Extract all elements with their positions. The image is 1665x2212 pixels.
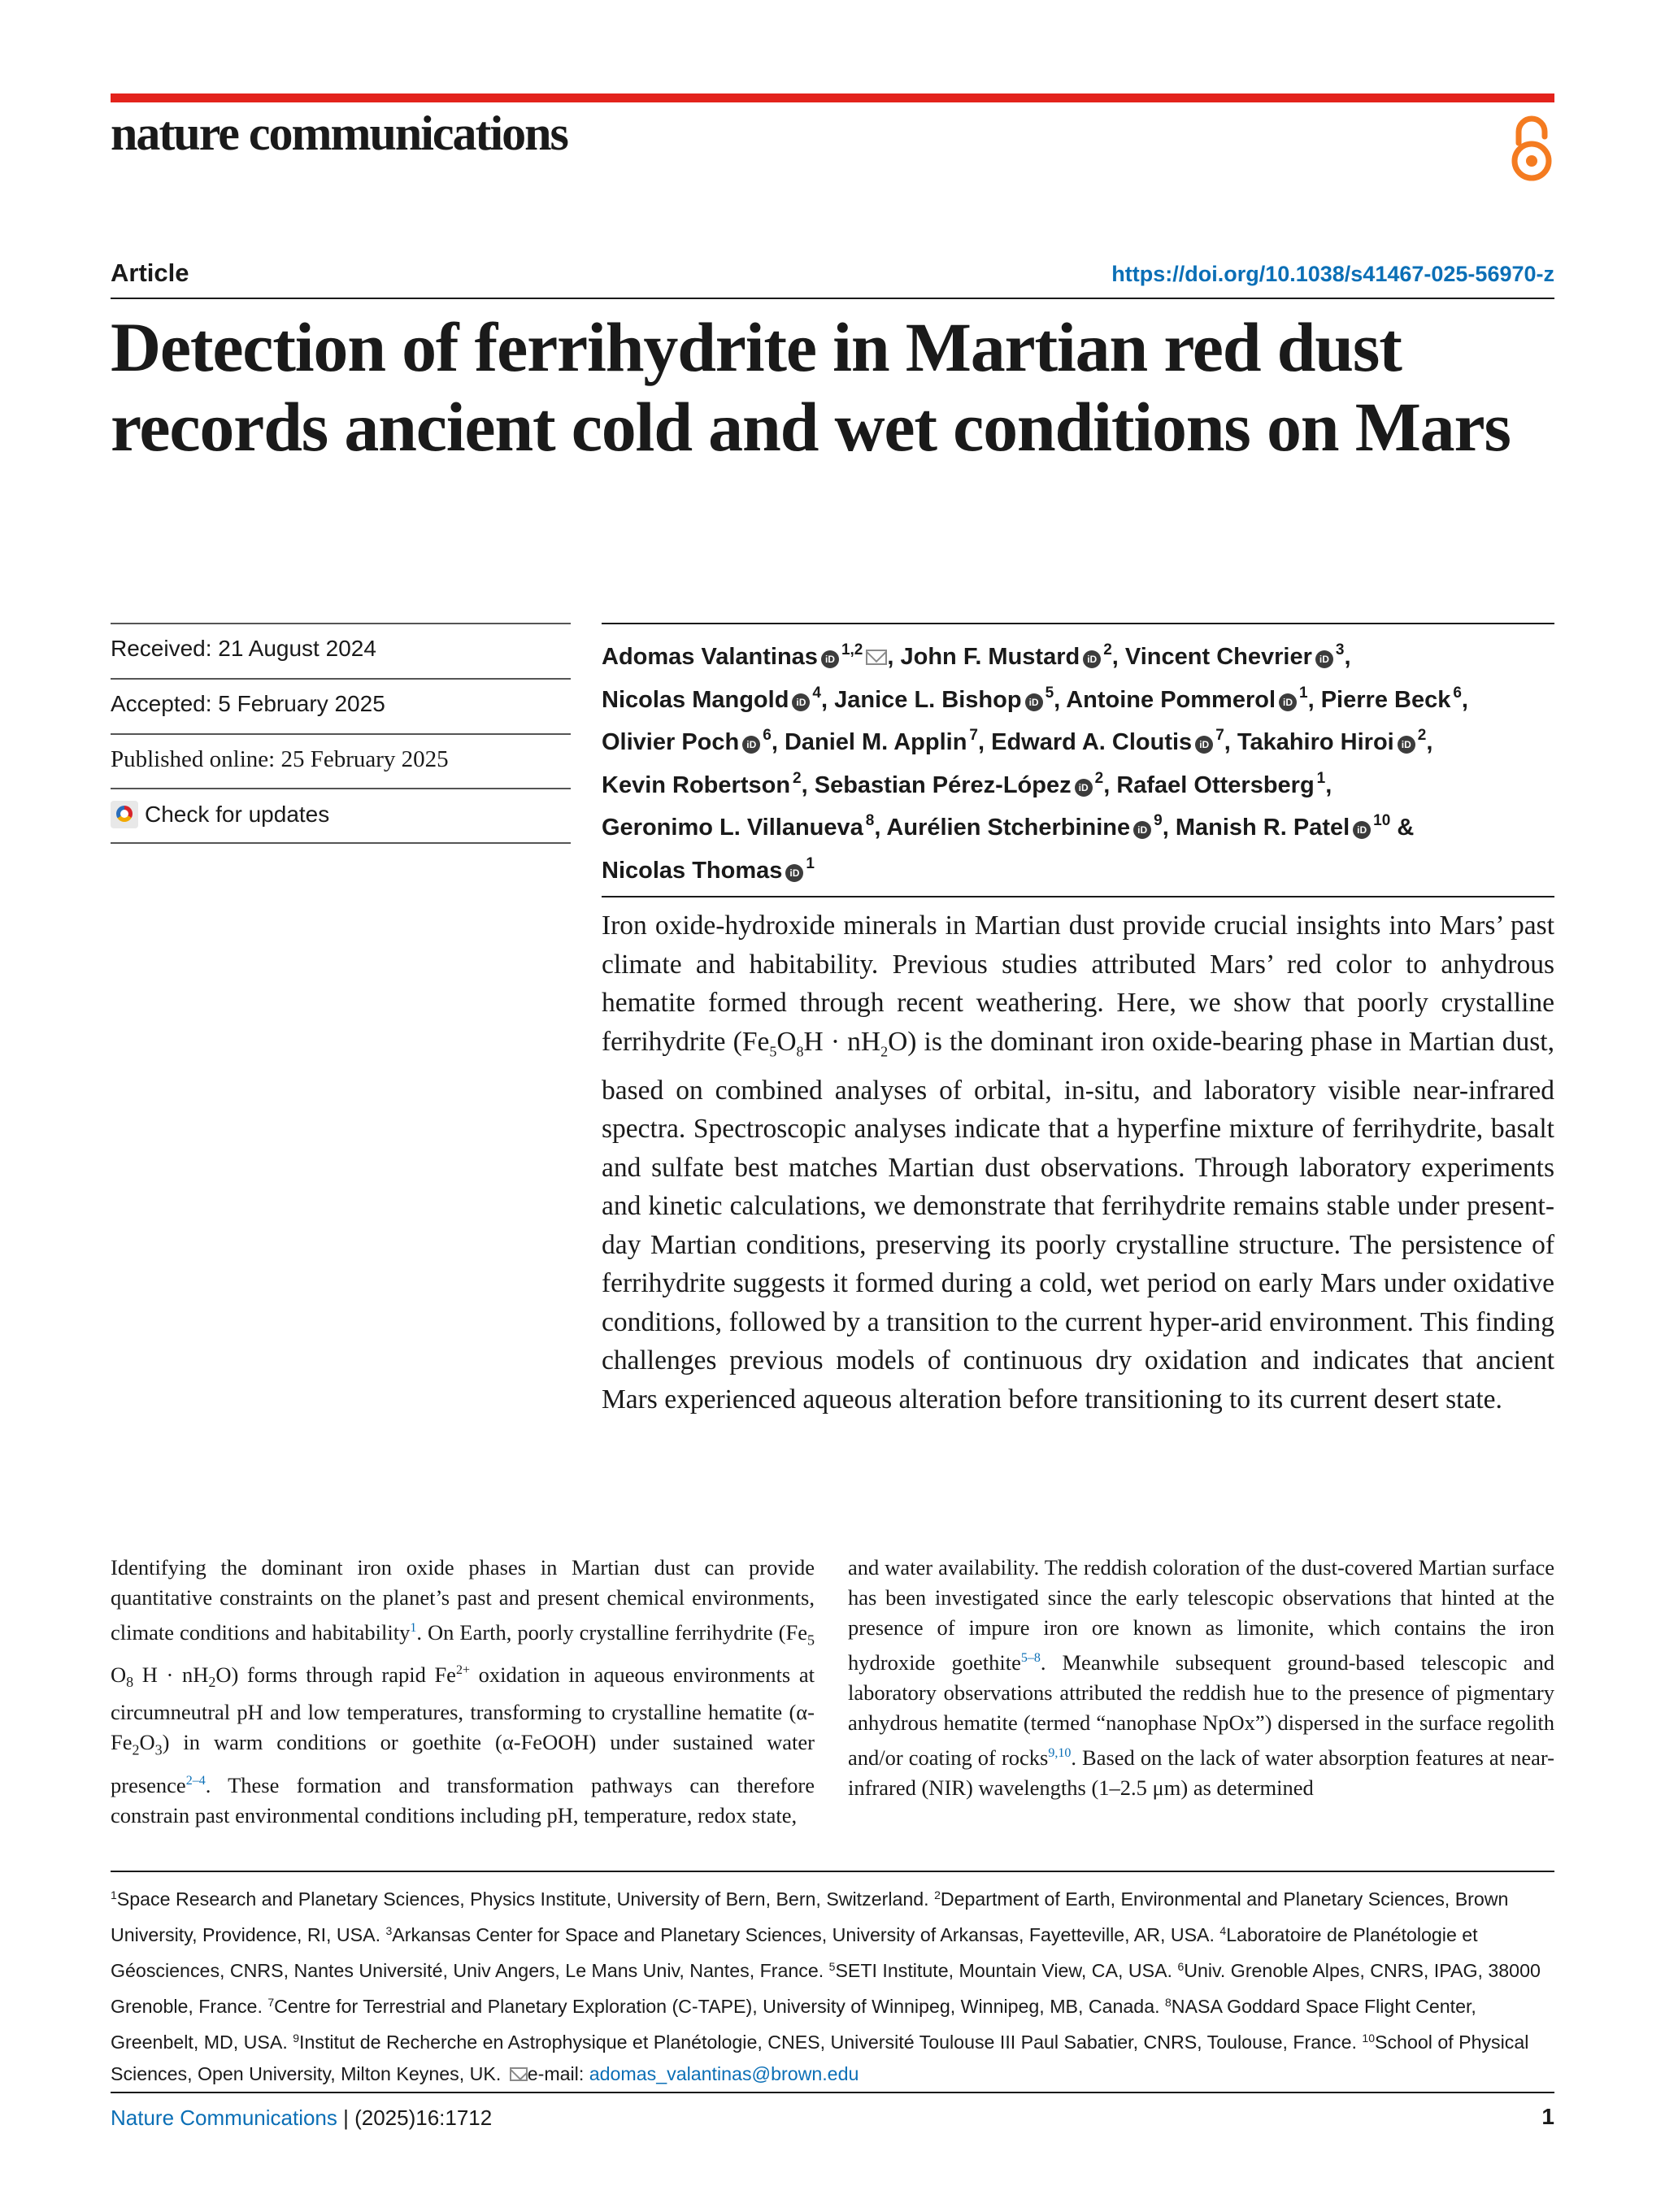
author: Edward A. Cloutis iD$^7$, — [991, 727, 1231, 755]
orcid-icon[interactable]: iD — [1315, 650, 1333, 668]
author-affiliation-number: 1 — [1299, 684, 1308, 702]
orcid-icon[interactable]: iD — [821, 650, 839, 668]
author-affiliation-number: 1 — [806, 854, 815, 872]
author-affiliation-number: 4 — [812, 684, 821, 702]
author-affiliation-number: 10 — [1373, 812, 1391, 829]
meta-divider — [111, 788, 571, 789]
affiliation-number: 2 — [934, 1888, 941, 1901]
affiliation-number: 7 — [267, 1996, 275, 2009]
reference-link[interactable]: 5–8 — [1020, 1651, 1041, 1665]
author-name[interactable]: Antoine Pommerol — [1066, 686, 1276, 713]
author: Nicolas Mangold iD$^4$, — [602, 684, 828, 713]
affiliation-text: Centre for Terrestrial and Planetary Exploration (C-TAPE), University of Winnipeg, Winnipeg, MB, Canada. — [274, 1996, 1165, 2017]
author-name[interactable]: John F. Mustard — [900, 644, 1080, 670]
affiliation-number: 6 — [1177, 1960, 1185, 1973]
author: Adomas Valantinas iD$^{1,2}$ , — [602, 641, 894, 670]
author: Daniel M. Applin $^7$, — [784, 727, 985, 755]
affiliation-number: 3 — [385, 1924, 393, 1937]
author-name[interactable]: Nicolas Thomas — [602, 857, 783, 884]
header-red-bar — [111, 93, 1554, 102]
author-name[interactable]: Olivier Poch — [602, 729, 740, 755]
orcid-icon[interactable]: iD — [1083, 650, 1101, 668]
affiliations-divider — [111, 1871, 1554, 1872]
reference-link[interactable]: 1 — [410, 1621, 417, 1635]
author-name[interactable]: Aurélien Stcherbinine — [886, 815, 1131, 841]
author-affiliation-number: 7 — [969, 727, 978, 744]
author: Janice L. Bishop iD$^5$, — [834, 684, 1061, 713]
author: John F. Mustard iD$^2$, — [900, 641, 1119, 670]
check-for-updates-label: Check for updates — [145, 802, 330, 827]
open-access-icon — [1507, 112, 1556, 184]
orcid-icon[interactable]: iD — [1133, 821, 1151, 839]
affiliation-text: Univ. Grenoble Alpes, CNRS, IPAG, 38000 Grenoble, France. — [111, 1960, 1541, 2017]
author-name[interactable]: Janice L. Bishop — [834, 686, 1022, 713]
author-name[interactable]: Pierre Beck — [1320, 686, 1451, 713]
author: Rafael Ottersberg $^1$, — [1116, 769, 1332, 798]
author: Antoine Pommerol iD$^1$, — [1066, 684, 1315, 713]
meta-divider — [111, 678, 571, 680]
author-affiliation-number: 9 — [1154, 812, 1163, 829]
email-label: e-mail: — [527, 2063, 589, 2084]
affiliation-number: 4 — [1219, 1924, 1227, 1937]
header-divider — [111, 298, 1554, 299]
published-date: Published online: 25 February 2025 — [111, 746, 449, 772]
meta-divider — [111, 733, 571, 735]
author — [602, 854, 815, 884]
author-name[interactable]: Kevin Robertson — [602, 771, 791, 798]
author-name[interactable]: Takahiro Hiroi — [1237, 729, 1394, 755]
author-name[interactable]: Geronimo L. Villanueva — [602, 815, 863, 841]
doi-link[interactable]: https://doi.org/10.1038/s41467-025-56970-z — [1111, 262, 1554, 286]
author-affiliation-number: 5 — [1045, 684, 1054, 702]
email-link[interactable]: adomas_valantinas@brown.edu — [589, 2063, 859, 2084]
author-name[interactable]: Manish R. Patel — [1175, 815, 1350, 841]
affiliation-number: 5 — [828, 1960, 836, 1973]
affiliation-number: 1 — [111, 1888, 117, 1901]
orcid-icon[interactable]: iD — [785, 864, 803, 882]
footer-volume: | (2025)16:1712 — [337, 2106, 493, 2130]
author-name[interactable]: Adomas Valantinas — [602, 644, 818, 670]
author-affiliation-number: 1,2 — [841, 641, 863, 658]
author-affiliation-number: 1 — [1316, 769, 1326, 787]
author-affiliation-number: 2 — [1417, 727, 1427, 744]
affiliation-text: School of Physical Sciences, Open University, Milton Keynes, UK. — [111, 2032, 1529, 2084]
affiliation-text: Space Research and Planetary Sciences, Physics Institute, University of Bern, Bern, Switzerland. — [116, 1888, 935, 1910]
author-affiliation-number: 8 — [865, 812, 875, 829]
page-number: 1 — [1541, 2104, 1554, 2129]
affiliation-text: Laboratoire de Planétologie et Géosciences, CNRS, Nantes Université, Univ Angers, Le Mans Univ, Nantes, France. — [111, 1924, 1478, 1981]
email-icon[interactable] — [866, 650, 887, 665]
footer-divider — [111, 2092, 1554, 2093]
meta-divider — [111, 623, 571, 624]
affiliations — [111, 1880, 1558, 2090]
journal-logo: nature communications — [111, 106, 567, 160]
affiliation-text: Department of Earth, Environmental and Planetary Sciences, Brown University, Providence, RI, USA. — [111, 1888, 1509, 1945]
author-name[interactable]: Nicolas Mangold — [602, 686, 789, 713]
author-affiliation-number: 2 — [1094, 769, 1104, 787]
author: Olivier Poch iD$^6$, — [602, 727, 778, 755]
author-name[interactable]: Daniel M. Applin — [784, 729, 967, 755]
authors-divider — [602, 623, 1554, 624]
affiliation-number: 8 — [1164, 1996, 1172, 2009]
footer-journal-link[interactable]: Nature Communications — [111, 2106, 337, 2130]
check-for-updates-button[interactable] — [111, 801, 329, 828]
footer-citation — [111, 2106, 492, 2131]
orcid-icon[interactable]: iD — [1195, 736, 1213, 754]
author-name[interactable]: Vincent Chevrier — [1124, 644, 1312, 670]
accepted-date: Accepted: 5 February 2025 — [111, 691, 385, 716]
author-affiliation-number: 2 — [793, 769, 802, 787]
abstract: Iron oxide-hydroxide minerals in Martian dust provide crucial insights into Mars’ past climate and habitability. Previous studies attributed Mars’ red color to anhydrous hematite formed through recent weathering. Here, we show that poorly crystalline ferrihydrite $(Fe_5O_8H \cdot nH_2O)$ is the dominant iron oxide-bearing phase in Martian dust, based on combined analyses of orbital, in-situ, and laboratory visible near-infrared spectra. Spectroscopic analyses indicate that a hyperfine mixture of ferrihydrite, basalt and sulfate best matches Martian dust observations. Through laboratory experiments and kinetic calculations, we demonstrate that ferrihydrite remains stable under present-day Martian conditions, preserving its poorly crystalline structure. The persistence of ferrihydrite suggests it formed during a cold, wet period on early Mars under oxidative conditions, followed by a transition to the current hyper-arid environment. This finding challenges previous models of continuous dry oxidation and indicates that ancient Mars experienced aqueous alteration before transitioning to its current desert state. — [602, 910, 1554, 1415]
affiliation-text: NASA Goddard Space Flight Center, Greenbelt, MD, USA. — [111, 1996, 1476, 2053]
reference-link[interactable]: 9,10 — [1048, 1746, 1072, 1760]
author-name[interactable]: Edward A. Cloutis — [991, 729, 1193, 755]
affiliation-text: Institut de Recherche en Astrophysique et Planétologie, CNES, Université Toulouse III Paul Sabatier, CNRS, Toulouse, France. — [299, 2032, 1363, 2053]
author-affiliation-number: 7 — [1215, 727, 1224, 744]
author-list: Adomas Valantinas iD$^{1,2}$ , John F. Mustard iD$^2$, Vincent Chevrier iD$^3$, Nicolas Mangold iD$^4$, Janice L. Bishop iD$^5$, Antoine Pommerol iD$^1$, Pierre Beck $^6$, Olivier Poch iD$^6$, Daniel M. Applin $^7$, Edward A. Cloutis iD$^7$, Takahiro Hiroi iD$^2$, Kevin Robertson $^2$, Sebastian Pérez-López iD$^2$, Rafael Ottersberg $^1$, Geronimo L. Villanueva $^8$, Aurélien Stcherbinine iD$^9$, Manish R. Patel iD$^{10}$ & Nicolas Thomas iD$^1$ — [602, 641, 1468, 884]
orcid-icon[interactable]: iD — [1398, 736, 1415, 754]
received-date: Received: 21 August 2024 — [111, 636, 376, 661]
author — [1175, 812, 1391, 841]
author-affiliation-number: 3 — [1335, 641, 1345, 658]
author: Geronimo L. Villanueva $^8$, — [602, 812, 881, 841]
crossmark-icon — [111, 801, 138, 828]
body-text-right-column: and water availability. The reddish coloration of the dust-covered Martian surface has been investigated since the early telescopic observations that hinted at the presence of impure iron ore known as limonite, which contains the iron hydroxide goethite$^{5-8}$. Meanwhile subsequent ground-based telescopic and laboratory observations attributed the reddish hue to the presence of pigmentary anhydrous hematite (termed “nanophase NpOx”) dispersed in the surface regolith and/or coating of rocks$^{9,10}$. Based on the lack of water absorption features at near-infrared (NIR) wavelengths (1–2.5 μm) as determined — [848, 1555, 1555, 1800]
orcid-icon[interactable]: iD — [742, 736, 760, 754]
author-affiliation-number: 6 — [763, 727, 772, 744]
affiliation-text: SETI Institute, Mountain View, CA, USA. — [835, 1960, 1178, 1981]
author: Vincent Chevrier iD$^3$, — [1124, 641, 1351, 670]
author-name[interactable]: Sebastian Pérez-López — [814, 771, 1072, 798]
author-affiliation-number: 6 — [1453, 684, 1462, 702]
orcid-icon[interactable]: iD — [1075, 779, 1093, 797]
article-title: Detection of ferrihydrite in Martian red dust records ancient cold and wet conditions on Mars — [111, 308, 1511, 466]
meta-divider — [111, 842, 571, 844]
author: Sebastian Pérez-López iD$^2$, — [814, 769, 1111, 798]
affiliation-number: 10 — [1362, 2032, 1375, 2045]
author: Pierre Beck $^6$, — [1320, 684, 1468, 713]
body-text-left-column: Identifying the dominant iron oxide phases in Martian dust can provide quantitative constraints on the planet’s past and present chemical environments, climate conditions and habitability$^1$. On Earth, poorly crystalline ferrihydrite ($Fe_5$ $O_8$ $H \cdot nH_2O$) forms through rapid $Fe^{2+}$ oxidation in aqueous environments at circumneutral pH and low temperatures, transforming to crystalline hematite $(\alpha-Fe_2O_3)$ in warm conditions or goethite (α-FeOOH) under sustained water presence$^{2-4}$. These formation and transformation pathways can therefore constrain past environmental conditions including pH, temperature, redox state, — [111, 1555, 815, 1827]
affiliation-text: Arkansas Center for Space and Planetary Sciences, University of Arkansas, Fayetteville, AR, USA. — [392, 1924, 1220, 1945]
affiliation-number: 9 — [293, 2032, 300, 2045]
email-icon — [510, 2067, 528, 2081]
orcid-icon[interactable]: iD — [1025, 693, 1043, 711]
orcid-icon[interactable]: iD — [792, 693, 810, 711]
article-type-label: Article — [111, 259, 189, 287]
orcid-icon[interactable]: iD — [1353, 821, 1371, 839]
abstract-divider — [602, 896, 1554, 897]
orcid-icon[interactable]: iD — [1279, 693, 1297, 711]
author-affiliation-number: 2 — [1103, 641, 1112, 658]
author: Takahiro Hiroi iD$^2$, — [1237, 727, 1433, 755]
author: Aurélien Stcherbinine iD$^9$, — [886, 812, 1169, 841]
reference-link[interactable]: 2–4 — [185, 1773, 206, 1788]
author: Kevin Robertson $^2$, — [602, 769, 808, 798]
author-name[interactable]: Rafael Ottersberg — [1116, 771, 1315, 798]
